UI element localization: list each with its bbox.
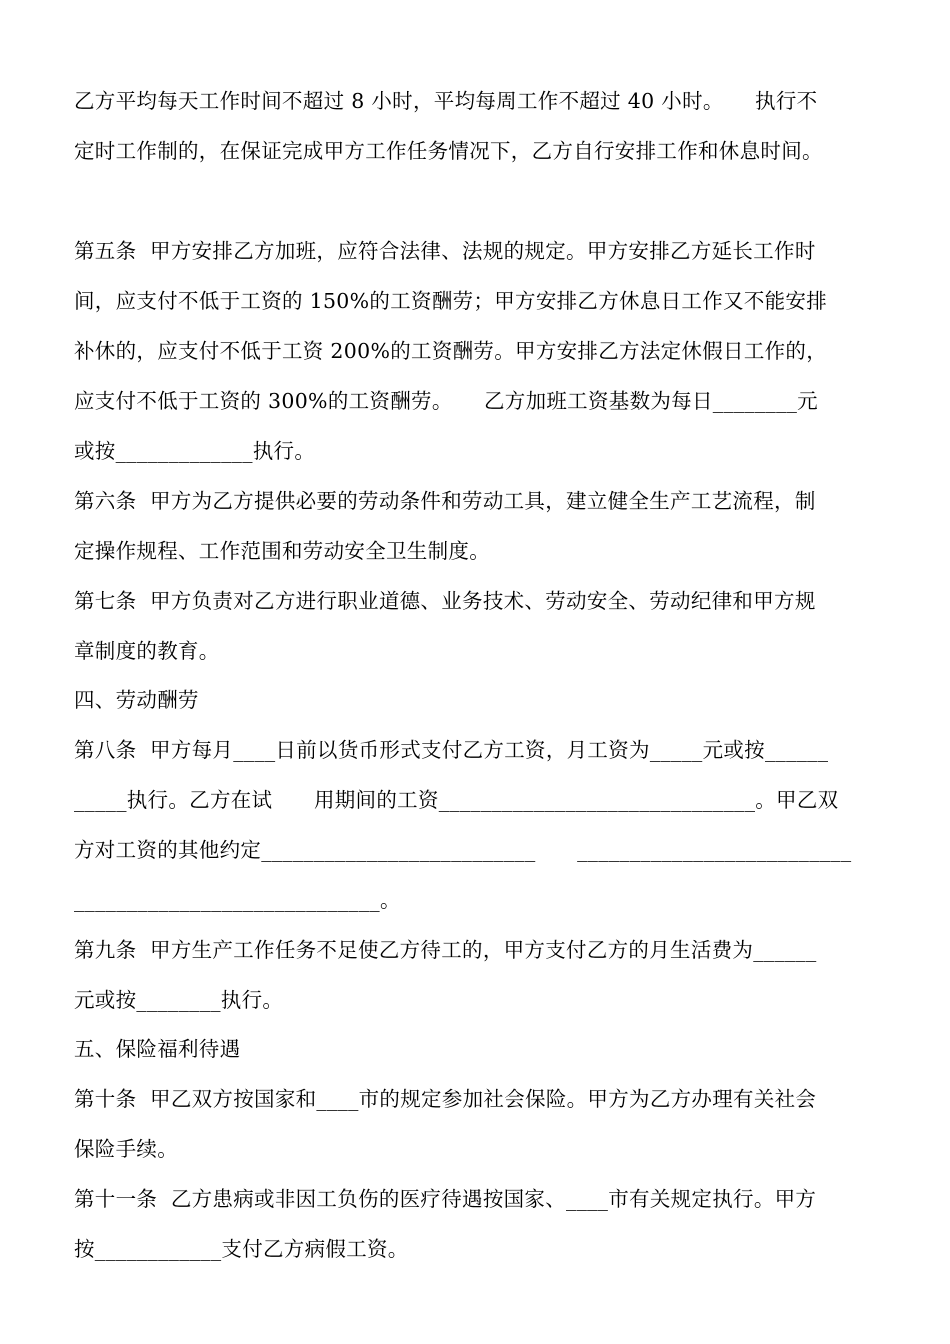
section-heading-labor-pay: 四、劳动酬劳 [74, 688, 199, 712]
text-line: 方对工资的其他约定__________________________ __________________________ [74, 838, 852, 862]
text-line: 乙方平均每天工作时间不超过 8 小时，平均每周工作不超过 40 小时。 执行不 [74, 89, 818, 113]
text-line: 定时工作制的，在保证完成甲方工作任务情况下，乙方自行安排工作和休息时间。 [74, 139, 823, 163]
text-line: 章制度的教育。 [74, 639, 220, 663]
text-line: _____执行。乙方在试 用期间的工资______________________________。甲乙双 [74, 788, 839, 812]
article-7-heading-line: 第七条 甲方负责对乙方进行职业道德、业务技术、劳动安全、劳动纪律和甲方规 [74, 589, 816, 613]
text-line: 应支付不低于工资的 300%的工资酬劳。 乙方加班工资基数为每日________元 [74, 389, 818, 413]
article-11-heading-line: 第十一条 乙方患病或非因工负伤的医疗待遇按国家、____市有关规定执行。甲方 [74, 1187, 817, 1211]
article-10-heading-line: 第十条 甲乙双方按国家和____市的规定参加社会保险。甲方为乙方办理有关社会 [74, 1087, 817, 1111]
text-line: 元或按________执行。 [74, 988, 284, 1012]
article-6-heading-line: 第六条 甲方为乙方提供必要的劳动条件和劳动工具，建立健全生产工艺流程，制 [74, 489, 816, 513]
article-5-heading-line: 第五条 甲方安排乙方加班，应符合法律、法规的规定。甲方安排乙方延长工作时 [74, 239, 816, 263]
text-line: 补休的，应支付不低于工资 200%的工资酬劳。甲方安排乙方法定休假日工作的， [74, 339, 828, 363]
article-9-heading-line: 第九条 甲方生产工作任务不足使乙方待工的，甲方支付乙方的月生活费为______ [74, 938, 817, 962]
text-line: 间，应支付不低于工资的 150%的工资酬劳；甲方安排乙方休息日工作又不能安排 [74, 289, 828, 313]
section-heading-insurance-welfare: 五、保险福利待遇 [74, 1037, 241, 1061]
article-8-heading-line: 第八条 甲方每月____日前以货币形式支付乙方工资，月工资为_____元或按______ [74, 738, 829, 762]
text-line: _____________________________。 [74, 888, 401, 912]
text-line: 按____________支付乙方病假工资。 [74, 1237, 409, 1261]
text-line: 保险手续。 [74, 1137, 178, 1161]
text-line: 定操作规程、工作范围和劳动安全卫生制度。 [74, 539, 490, 563]
text-line: 或按_____________执行。 [74, 439, 316, 463]
